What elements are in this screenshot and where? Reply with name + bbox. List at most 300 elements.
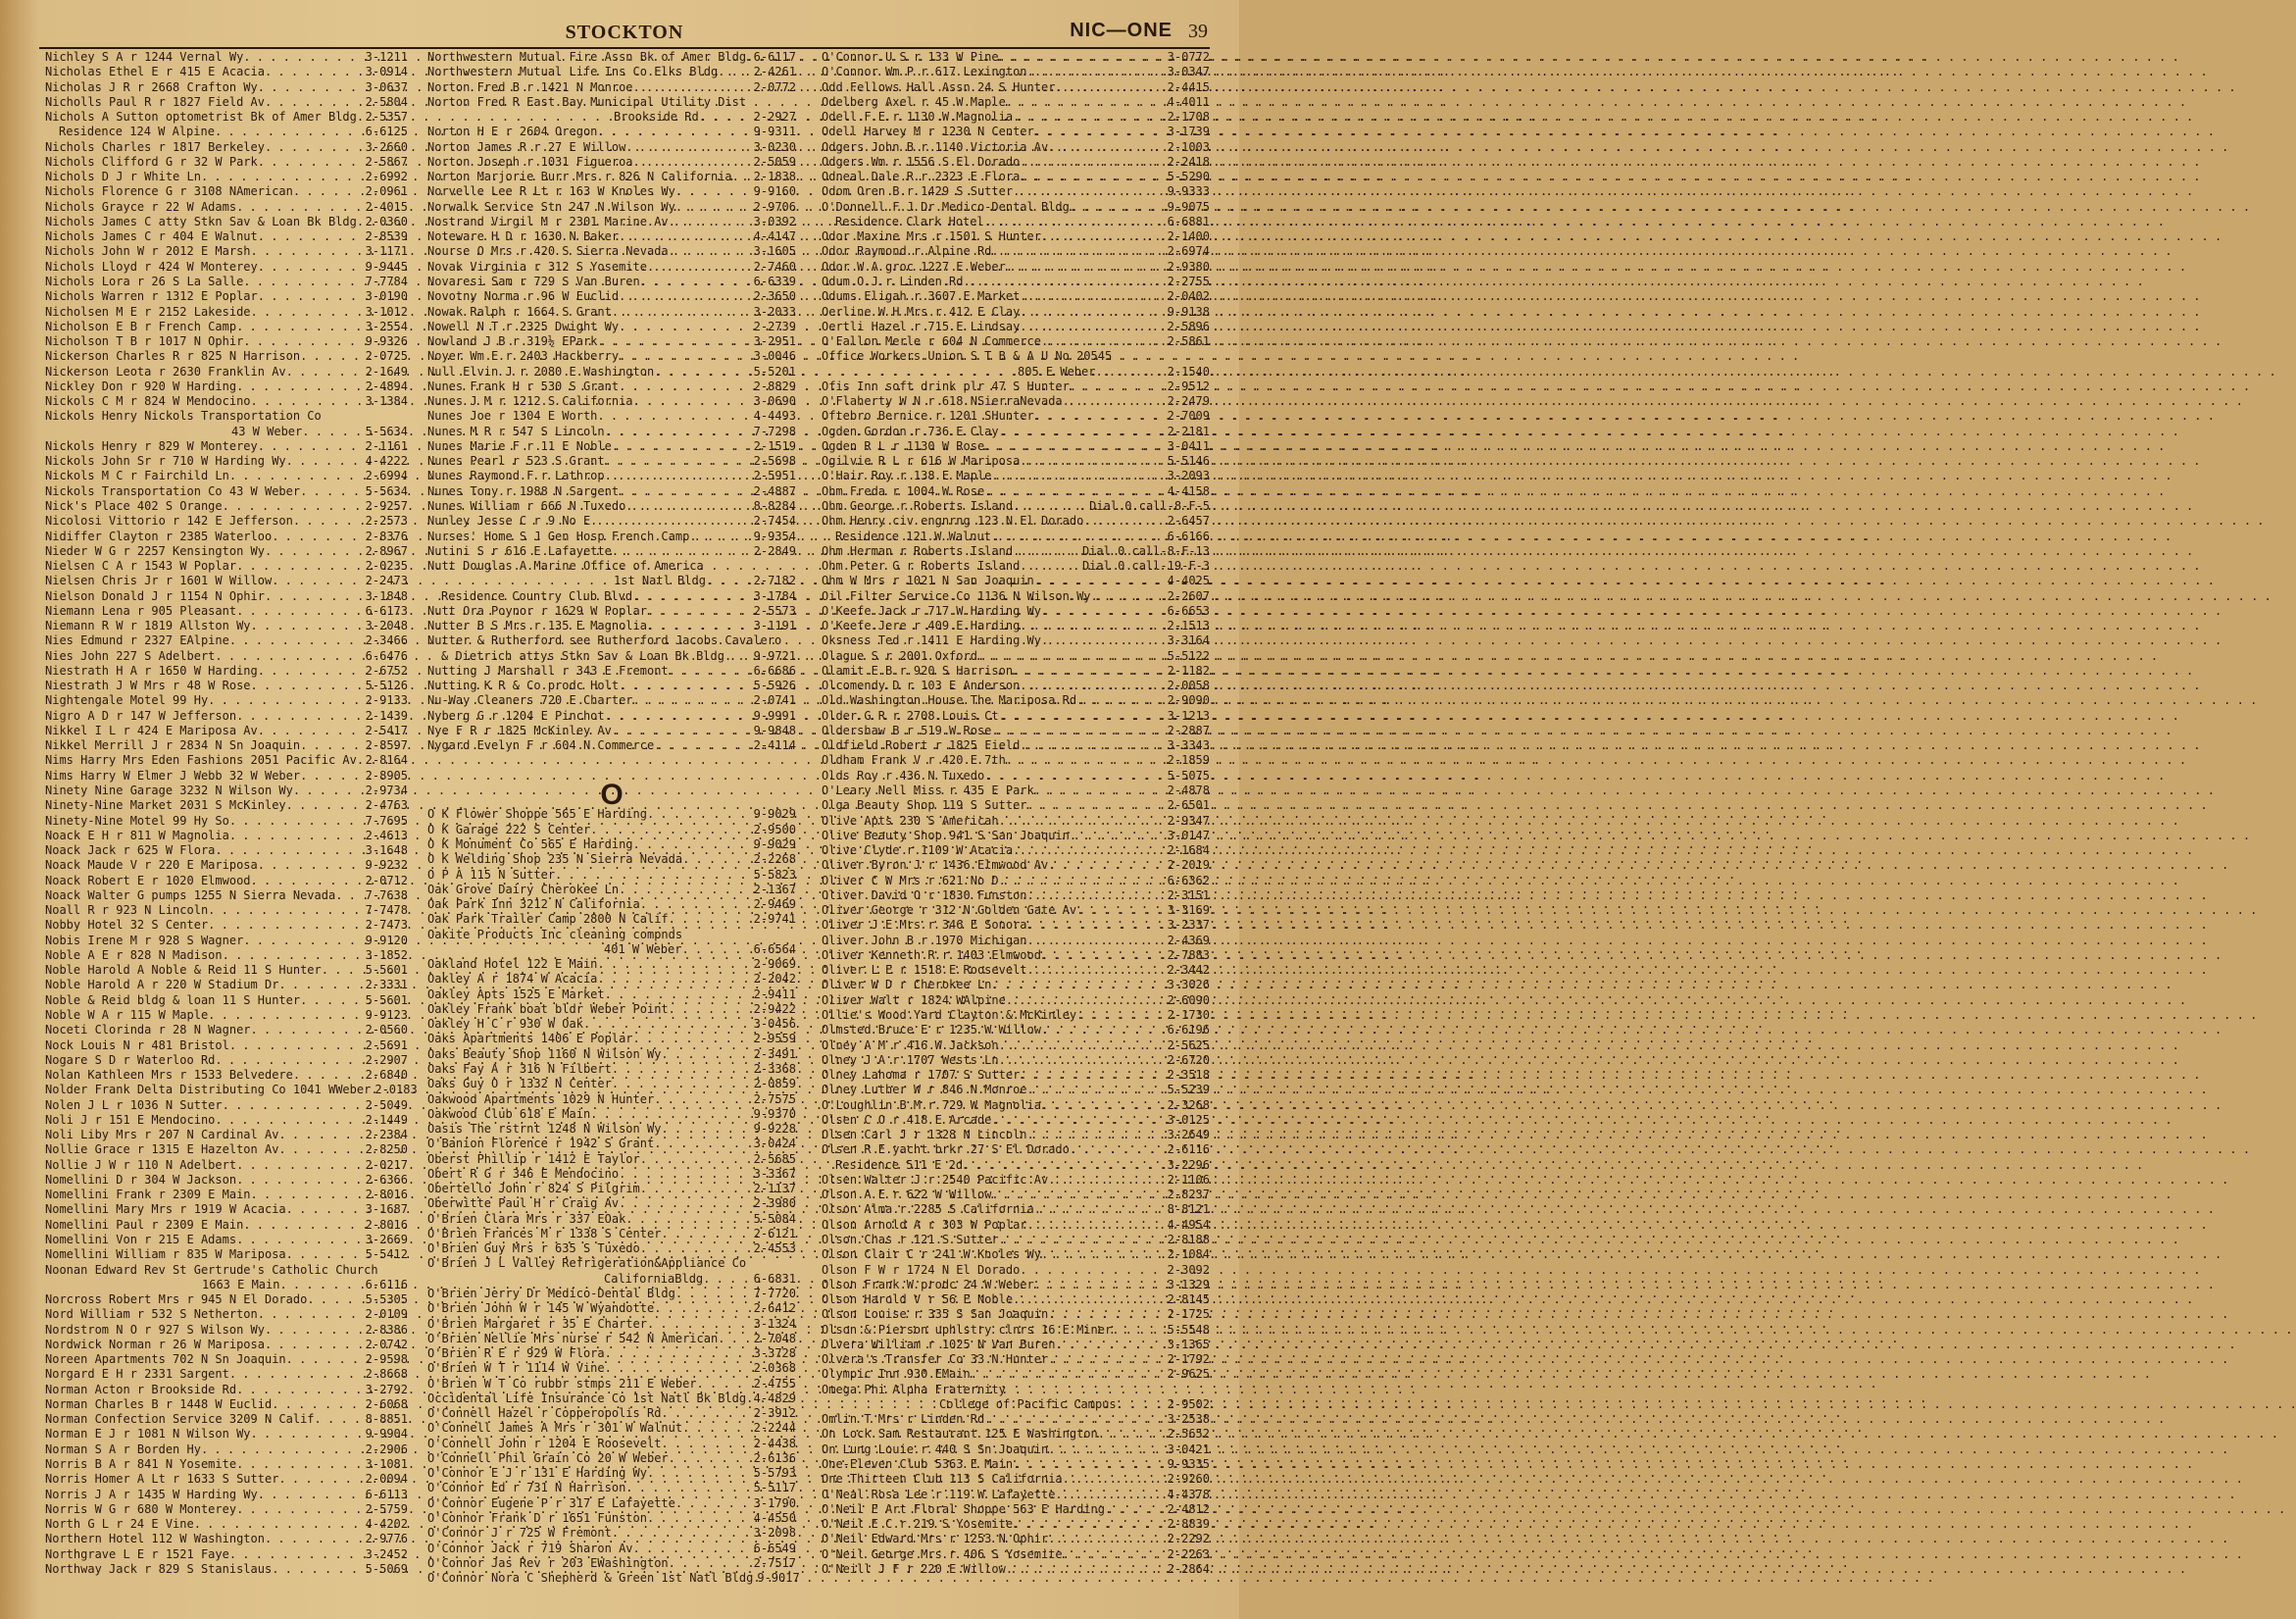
entry-phone: 2-1449 — [365, 1112, 408, 1127]
section-gap — [427, 753, 796, 772]
directory-entry — [45, 948, 408, 963]
dot-leader — [1006, 95, 1168, 110]
directory-entry — [45, 798, 408, 813]
dot-leader — [991, 530, 1168, 544]
directory-entry — [822, 394, 1210, 409]
entry-name: O'Connor Jas Rev r 203 EWashington — [427, 1555, 669, 1570]
dot-leader — [1055, 1488, 1167, 1502]
directory-entry — [822, 978, 1210, 992]
directory-entry — [427, 1556, 796, 1571]
entry-phone: 2-0741 — [753, 693, 796, 708]
directory-entry — [822, 365, 1210, 379]
entry-phone: 3-1852 — [365, 947, 408, 962]
entry-name: Nichols James C atty Stkn Sav & Loan Bk Bldg — [45, 214, 357, 228]
dot-leader — [1013, 1457, 1168, 1472]
entry-name: Nielsen Chris Jr r 1601 W Willow — [45, 574, 273, 588]
dot-leader — [1027, 963, 1168, 978]
dot-leader — [307, 1292, 365, 1307]
directory-entry — [427, 868, 796, 883]
entry-phone: 6-6686 — [753, 663, 796, 678]
entry-phone: 2-9559 — [753, 1032, 796, 1046]
dot-leader — [999, 1233, 1168, 1247]
dot-leader — [300, 738, 366, 753]
dot-leader — [1020, 738, 1167, 753]
dot-leader — [1048, 858, 1167, 873]
entry-name: Noack E H r 811 W Magnolia — [45, 828, 229, 842]
entry-phone: 2-5759 — [365, 1501, 408, 1516]
directory-entry — [822, 1247, 1210, 1262]
dot-leader — [612, 1526, 754, 1541]
dot-leader — [669, 244, 754, 259]
directory-entry — [822, 633, 1210, 648]
dot-leader — [984, 769, 1167, 784]
dot-leader — [669, 1556, 754, 1571]
entry-name: Oliver C W Mrs r 621 No D — [822, 873, 999, 887]
directory-entry — [45, 1397, 408, 1412]
dot-leader — [258, 1307, 366, 1322]
dot-leader — [258, 439, 366, 454]
entry-phone: 6-6881 — [1167, 214, 1210, 228]
directory-entry — [427, 987, 796, 1002]
entry-phone: 2-7182 — [753, 574, 796, 588]
entry-name: Olson Alma r 2285 S California — [822, 1202, 1034, 1217]
entry-phone: 2-2268 — [753, 852, 796, 867]
entry-phone: 2-5059 — [753, 154, 796, 169]
entry-phone: 8-8121 — [1167, 1202, 1210, 1217]
entry-name: Nomellini D r 304 W Jackson — [45, 1172, 237, 1187]
directory-entry — [427, 1301, 796, 1316]
entry-phone: 5-5412 — [365, 1247, 408, 1262]
directory-entry — [45, 65, 408, 79]
dot-leader — [335, 888, 365, 903]
entry-name: Norman Charles B r 1448 W Euclid — [45, 1396, 273, 1411]
entry-name: Norris W G r 680 W Monterey — [45, 1501, 237, 1516]
directory-entry — [427, 155, 796, 170]
entry-name: Oldham Frank V r 420 E 7th — [822, 753, 1006, 768]
entry-name: Noble & Reid bldg & loan 11 S Hunter — [45, 992, 301, 1007]
directory-entry — [45, 229, 408, 244]
directory-entry — [45, 1158, 408, 1173]
entry-phone: 2-1367 — [753, 882, 796, 896]
dot-leader — [647, 1317, 754, 1332]
directory-entry — [427, 1212, 796, 1227]
directory-entry — [427, 823, 796, 837]
entry-name: Oldfield Robert r 1825 Field — [822, 738, 1021, 753]
dot-leader — [322, 963, 366, 978]
entry-name: Norris J A r 1435 W Harding Wy — [45, 1487, 258, 1501]
directory-entry — [822, 1218, 1210, 1233]
entry-phone: 2-8839 — [1167, 1517, 1210, 1532]
entry-name: Ollie's Wood Yard Clayton & McKinley — [822, 1008, 1077, 1022]
entry-name: Norcross Robert Mrs r 945 N El Dorado — [45, 1292, 308, 1307]
directory-entry — [45, 858, 408, 873]
entry-name: Oak Park Inn 3212 N California — [427, 897, 640, 912]
entry-phone: 2-1859 — [1167, 753, 1210, 768]
directory-entry — [427, 409, 796, 424]
directory-entry — [427, 912, 796, 927]
entry-phone: 2-3980 — [753, 1196, 796, 1211]
dot-leader — [229, 829, 366, 843]
directory-entry — [822, 903, 1210, 918]
directory-entry — [822, 425, 1210, 439]
dot-leader — [612, 1062, 754, 1077]
directory-entry — [822, 1083, 1210, 1097]
entry-name: Oliver Byron J r 1436 Elmwood Av — [822, 858, 1049, 873]
directory-entry — [427, 1466, 796, 1481]
entry-name: Oberst Phillip r 1412 E Taylor — [427, 1151, 640, 1166]
entry-name: O'Flaherty W N r 618 NSierraNevada — [822, 394, 1063, 409]
entry-name: Nicholsen M E r 2152 Lakeside — [45, 304, 251, 319]
entry-name: Nowland J B r 319½ EPark — [427, 334, 598, 349]
entry-phone: 9-9232 — [365, 858, 408, 873]
entry-name: Oerline W H Mrs r 412 E Clay — [822, 304, 1021, 319]
entry-name: Norris Homer A Lt r 1633 S Sutter — [45, 1472, 279, 1487]
directory-entry — [45, 814, 408, 829]
entry-name: Norvelle Lee R Lt r 163 W Knoles Wy — [427, 184, 675, 199]
entry-phone: 2-2181 — [1167, 424, 1210, 438]
entry-name: Oberwitte Paul H r Craig Av — [427, 1196, 620, 1211]
directory-entry — [427, 454, 796, 469]
entry-name: Nomellini Von r 215 E Adams — [45, 1232, 237, 1246]
dot-leader — [612, 724, 754, 738]
dot-leader — [265, 1532, 366, 1546]
dot-leader — [279, 1278, 365, 1292]
directory-entry — [45, 1008, 408, 1023]
directory-entry — [822, 574, 1210, 588]
directory-entry — [822, 1263, 1210, 1278]
dot-leader — [984, 484, 1167, 499]
entry-name: Northern Hotel 112 W Washington — [45, 1532, 265, 1546]
entry-name: Oldershaw B r 519 W Rose — [822, 723, 992, 737]
entry-phone: 2-6720 — [1167, 1052, 1210, 1067]
entry-name: O'Brien Frances M r 1338 S Center — [427, 1226, 662, 1240]
entry-name: Nyberg G r 1204 E Pinchot — [427, 708, 605, 723]
dot-leader — [251, 1023, 366, 1037]
entry-name: Novak Virginia r 312 S Yosemite — [427, 259, 647, 274]
entry-phone: 2-7473 — [365, 918, 408, 933]
directory-entry — [45, 1233, 408, 1247]
dot-leader — [1048, 1307, 1167, 1322]
entry-name: Nigro A D r 147 W Jefferson — [45, 708, 237, 723]
directory-entry — [822, 874, 1210, 888]
entry-name: Nims Harry Mrs Eden Fashions 2051 Pacific Av — [45, 753, 357, 768]
entry-phone: 2-0560 — [365, 1023, 408, 1037]
directory-entry — [427, 394, 796, 409]
entry-name: O'Banion Florence r 1942 S Grant — [427, 1137, 655, 1151]
directory-entry — [822, 888, 1210, 903]
entry-phone: 5-5601 — [365, 992, 408, 1007]
dot-leader — [278, 978, 365, 992]
entry-name: Oliver John B r 1970 Michigan — [822, 933, 1027, 947]
dot-leader — [984, 439, 1167, 454]
entry-name: Nomellini Frank r 2309 E Main — [45, 1188, 251, 1202]
entry-name: Olvera's Transfer Co 33 N Hunter — [822, 1352, 1049, 1367]
directory-entry — [427, 1182, 796, 1196]
dot-leader — [1027, 1128, 1168, 1142]
dot-leader — [619, 484, 754, 499]
entry-phone: 3-0637 — [365, 79, 408, 94]
directory-entry — [427, 349, 796, 364]
entry-phone: 2-3912 — [753, 1406, 796, 1421]
directory-entry — [45, 843, 408, 858]
entry-name: Odgers John B r 1140 Victoria Av — [822, 139, 1049, 154]
directory-entry — [822, 1023, 1210, 1037]
dot-leader — [706, 574, 754, 588]
entry-name: Nickols M C r Fairchild Ln — [45, 469, 229, 483]
dot-leader — [1048, 1173, 1167, 1188]
entry-phone: 3-3026 — [1167, 978, 1210, 992]
entry-name: O'Connor Jack r 719 Sharon Av — [427, 1541, 633, 1555]
directory-entry — [45, 1307, 408, 1322]
entry-name: Nunes William r 666 N Tuxedo — [427, 498, 626, 513]
entry-phone: 2-5896 — [1167, 319, 1210, 333]
entry-name: Olney Luther W r 846 N Monroe — [822, 1083, 1027, 1097]
entry-name: Nickerson Charles R r 825 N Harrison — [45, 349, 301, 364]
dot-leader — [991, 724, 1167, 738]
entry-name: Nomellini Mary Mrs r 1919 W Acacia — [45, 1202, 286, 1217]
entry-phone: 6-6166 — [1167, 529, 1210, 543]
directory-entry — [822, 679, 1210, 693]
dot-leader — [286, 1247, 366, 1262]
entry-name: O'Brien W T Co rubbr stmps 211 E Weber — [427, 1376, 697, 1391]
entry-phone: 3-0190 — [365, 289, 408, 304]
dot-leader — [278, 1128, 365, 1142]
directory-entry — [427, 200, 796, 215]
dot-leader — [661, 1227, 753, 1241]
entry-phone: 3-3728 — [753, 1346, 796, 1361]
entry-phone: 2-3650 — [753, 289, 796, 304]
entry-name: O'Connell Hazel r Copperopolis Rd — [427, 1406, 662, 1421]
entry-phone: 4-4954 — [1167, 1217, 1210, 1232]
entry-phone: 2-0094 — [365, 1472, 408, 1487]
directory-entry — [45, 1442, 408, 1457]
directory-entry — [427, 1122, 796, 1137]
entry-phone: 2-4894 — [365, 379, 408, 393]
directory-entry — [45, 184, 408, 199]
entry-name: Nutter & Rutherford see Rutherford Jacobs Cavalero — [427, 633, 782, 648]
entry-name: Obertello John r 824 S Pilgrim — [427, 1182, 640, 1196]
directory-entry — [822, 1367, 1210, 1382]
entry-name: Omlin T Mrs r Linden Rd — [822, 1412, 985, 1427]
entry-phone: 2-8164 — [365, 753, 408, 768]
entry-phone: 6-6113 — [365, 1487, 408, 1501]
entry-name: Nygard Evelyn F r 604 N Commerce — [427, 738, 655, 753]
dot-leader — [1013, 184, 1168, 199]
entry-name: O'Hair Roy r 138 E Maple — [822, 469, 992, 483]
entry-phone: 2-9598 — [365, 1352, 408, 1367]
entry-name: Nichols Lora r 26 S La Salle — [45, 274, 244, 288]
dot-leader — [1020, 454, 1167, 469]
entry-phone: 5-5069 — [365, 1561, 408, 1576]
dot-leader — [619, 883, 754, 897]
entry-phone: 6-6549 — [753, 1541, 796, 1555]
directory-entry — [822, 1233, 1210, 1247]
directory-entry — [45, 499, 408, 514]
entry-phone: 2-4553 — [753, 1241, 796, 1256]
entry-phone: 3-0456 — [753, 1017, 796, 1032]
dot-leader — [1091, 589, 1168, 604]
entry-name: Nichols John W r 2012 E Marsh — [45, 244, 251, 259]
entry-phone: 3-2951 — [753, 334, 796, 349]
directory-entry — [822, 184, 1210, 199]
directory-entry — [45, 1218, 408, 1233]
dot-leader — [300, 993, 366, 1008]
directory-entry — [45, 963, 408, 978]
entry-phone: 3-1648 — [365, 843, 408, 858]
entry-name: Nowell N T r 2325 Dwight Wy — [427, 319, 620, 333]
entry-phone: 5-5146 — [1167, 454, 1210, 469]
entry-phone: 9-9075 — [1167, 199, 1210, 214]
dot-leader — [597, 957, 753, 972]
entry-name: & Dietrich attys Stkn Sav & Loan Bk Bldg — [441, 648, 724, 663]
entry-name: O'Fallon Merle r 604 N Commerce — [822, 334, 1041, 349]
entry-name: Olds Roy r 436 N Tuxedo — [822, 768, 985, 783]
dot-leader — [236, 709, 366, 724]
dot-leader — [689, 530, 753, 544]
directory-entry — [427, 883, 796, 897]
dot-leader — [1020, 155, 1167, 170]
entry-phone: 6-6339 — [753, 274, 796, 288]
dot-leader — [278, 1142, 365, 1157]
dot-leader — [201, 170, 366, 184]
directory-entry — [45, 918, 408, 933]
entry-phone: 2-7009 — [1167, 409, 1210, 424]
entry-name: Nye F R r 1825 McKinley Av — [427, 723, 612, 737]
dot-leader — [1020, 170, 1167, 184]
entry-name: Ogilvie R L r 616 W Mariposa — [822, 454, 1021, 469]
entry-phone: 7-7478 — [365, 903, 408, 918]
directory-entry — [45, 439, 408, 454]
dot-leader — [984, 215, 1168, 229]
dot-leader — [619, 1196, 754, 1211]
entry-phone: 2-1649 — [365, 364, 408, 379]
directory-entry — [427, 709, 796, 724]
entry-name: O'Connor Wm P r 617 Lexington — [822, 65, 1027, 79]
entry-name: Noreen Apartments 702 N Sn Joaquin — [45, 1352, 286, 1367]
directory-entry — [45, 559, 408, 574]
entry-name: Residence Clark Hotel — [835, 214, 984, 228]
entry-name: Nutt Ora Poynor r 1629 W Poplar — [427, 603, 647, 618]
entry-phone: 2-6116 — [1167, 1142, 1210, 1157]
entry-name: Nidiffer Clayton r 2385 Waterloo — [45, 529, 273, 543]
dot-leader — [619, 349, 754, 364]
entry-phone: 3-1191 — [753, 619, 796, 633]
directory-entry — [45, 514, 408, 529]
entry-name: Novaresi Sam r 729 S Van Buren — [427, 274, 640, 288]
dot-leader — [654, 738, 753, 753]
entry-name: O'Neil E C r 219 S Yosemite — [822, 1517, 1014, 1532]
dot-leader — [300, 769, 366, 784]
directory-entry — [822, 664, 1210, 679]
entry-name: Nurses' Home S J Gen Hosp French Camp — [427, 529, 690, 543]
entry-name: Nordwick Norman r 26 W Mariposa — [45, 1337, 265, 1351]
entry-phone: 2-0742 — [365, 1337, 408, 1351]
directory-entry — [45, 1142, 408, 1157]
directory-entry — [427, 65, 796, 79]
entry-phone: 2-1137 — [753, 1182, 796, 1196]
directory-entry — [427, 484, 796, 499]
entry-name: Nickols Henry r 829 W Monterey — [45, 438, 258, 453]
entry-name: O'Brien Jerry Dr Medico-Dental Bldg — [427, 1286, 675, 1300]
entry-phone: 2-9133 — [365, 693, 408, 708]
entry-phone: 2-1106 — [1167, 1172, 1210, 1187]
entry-phone: 9-9029 — [753, 837, 796, 852]
dot-leader — [223, 948, 366, 963]
entry-name: Nunes Marie F r 11 E Noble — [427, 438, 612, 453]
entry-name: Odum O J r Linden Rd — [822, 274, 964, 288]
entry-name: Oftebro Bernice r 1201 SHunter — [822, 409, 1034, 424]
entry-phone: 6-6173 — [365, 603, 408, 618]
dot-leader — [964, 275, 1168, 289]
entry-name: O'Neal Rosa Lee r 119 W Lafayette — [822, 1487, 1056, 1501]
dot-leader — [991, 1188, 1167, 1202]
entry-phone: 6-6125 — [365, 125, 408, 139]
directory-entry — [822, 1292, 1210, 1307]
entry-name: Noble A E r 828 N Madison — [45, 947, 223, 962]
entry-phone: 7-7784 — [365, 274, 408, 288]
entry-name: Odell Harvey M r 1230 N Center — [822, 125, 1034, 139]
dot-leader — [640, 275, 754, 289]
entry-phone: 5-5305 — [365, 1292, 408, 1307]
entry-name: Noyer Wm E r 2403 Hackberry — [427, 349, 620, 364]
entry-name: Nickley Don r 920 W Harding — [45, 379, 237, 393]
dot-leader — [1083, 514, 1167, 529]
entry-name: Olamit E B r 920 S Harrison — [822, 663, 1014, 678]
entry-phone: 2-9422 — [753, 1001, 796, 1016]
dot-leader — [1041, 1023, 1168, 1037]
dot-leader — [1027, 798, 1168, 813]
directory-entry — [45, 409, 408, 424]
entry-name: 1st Natl Bldg — [614, 574, 706, 588]
entry-name: Odelberg Axel r 45 W Maple — [822, 94, 1006, 109]
dot-leader — [251, 679, 366, 693]
entry-phone: 2-9706 — [753, 199, 796, 214]
directory-entry — [427, 1481, 796, 1495]
dot-leader — [258, 80, 366, 95]
entry-name: Oaks Guy O r 1332 N Center — [427, 1077, 612, 1091]
entry-name: 805 E Weber — [1018, 364, 1096, 379]
dot-leader — [640, 897, 754, 912]
entry-name: Nickerson Leota r 2630 Franklin Av — [45, 364, 286, 379]
dot-leader — [1041, 229, 1168, 244]
entry-phone: 2-2864 — [1167, 1561, 1210, 1576]
entry-phone: 7-7720 — [753, 1286, 796, 1300]
entry-name: Noack Jack r 625 W Flora — [45, 843, 216, 858]
entry-phone: 2-1708 — [1167, 110, 1210, 125]
directory-entry — [427, 1062, 796, 1077]
entry-name: Nutting J Marshall r 343 E Fremont — [427, 663, 669, 678]
directory-entry — [822, 649, 1210, 664]
dot-leader — [1034, 1278, 1168, 1292]
directory-entry — [822, 948, 1210, 963]
entry-name: Oil Filter Service Co 1136 N Wilson Wy — [822, 588, 1091, 603]
entry-name: Northwestern Mutual Life Ins Co Elks Bldg — [427, 65, 719, 79]
entry-name: Nobby Hotel 32 S Center — [45, 918, 209, 933]
dot-leader — [258, 1488, 366, 1502]
entry-phone: 2-1003 — [1167, 139, 1210, 154]
entry-phone: 3-2669 — [365, 1232, 408, 1246]
entry-phone: 3-0125 — [1167, 1112, 1210, 1127]
dot-leader — [619, 320, 754, 334]
dot-leader — [229, 1547, 366, 1562]
directory-entry — [427, 807, 796, 822]
entry-phone: 2-8668 — [365, 1367, 408, 1382]
dot-leader — [590, 1107, 753, 1122]
directory-entry — [822, 619, 1210, 633]
entry-phone: 2-5698 — [753, 454, 796, 469]
directory-entry — [822, 738, 1210, 753]
entry-name: Nolder Frank Delta Distributing Co 1041 WWeber — [45, 1083, 372, 1097]
